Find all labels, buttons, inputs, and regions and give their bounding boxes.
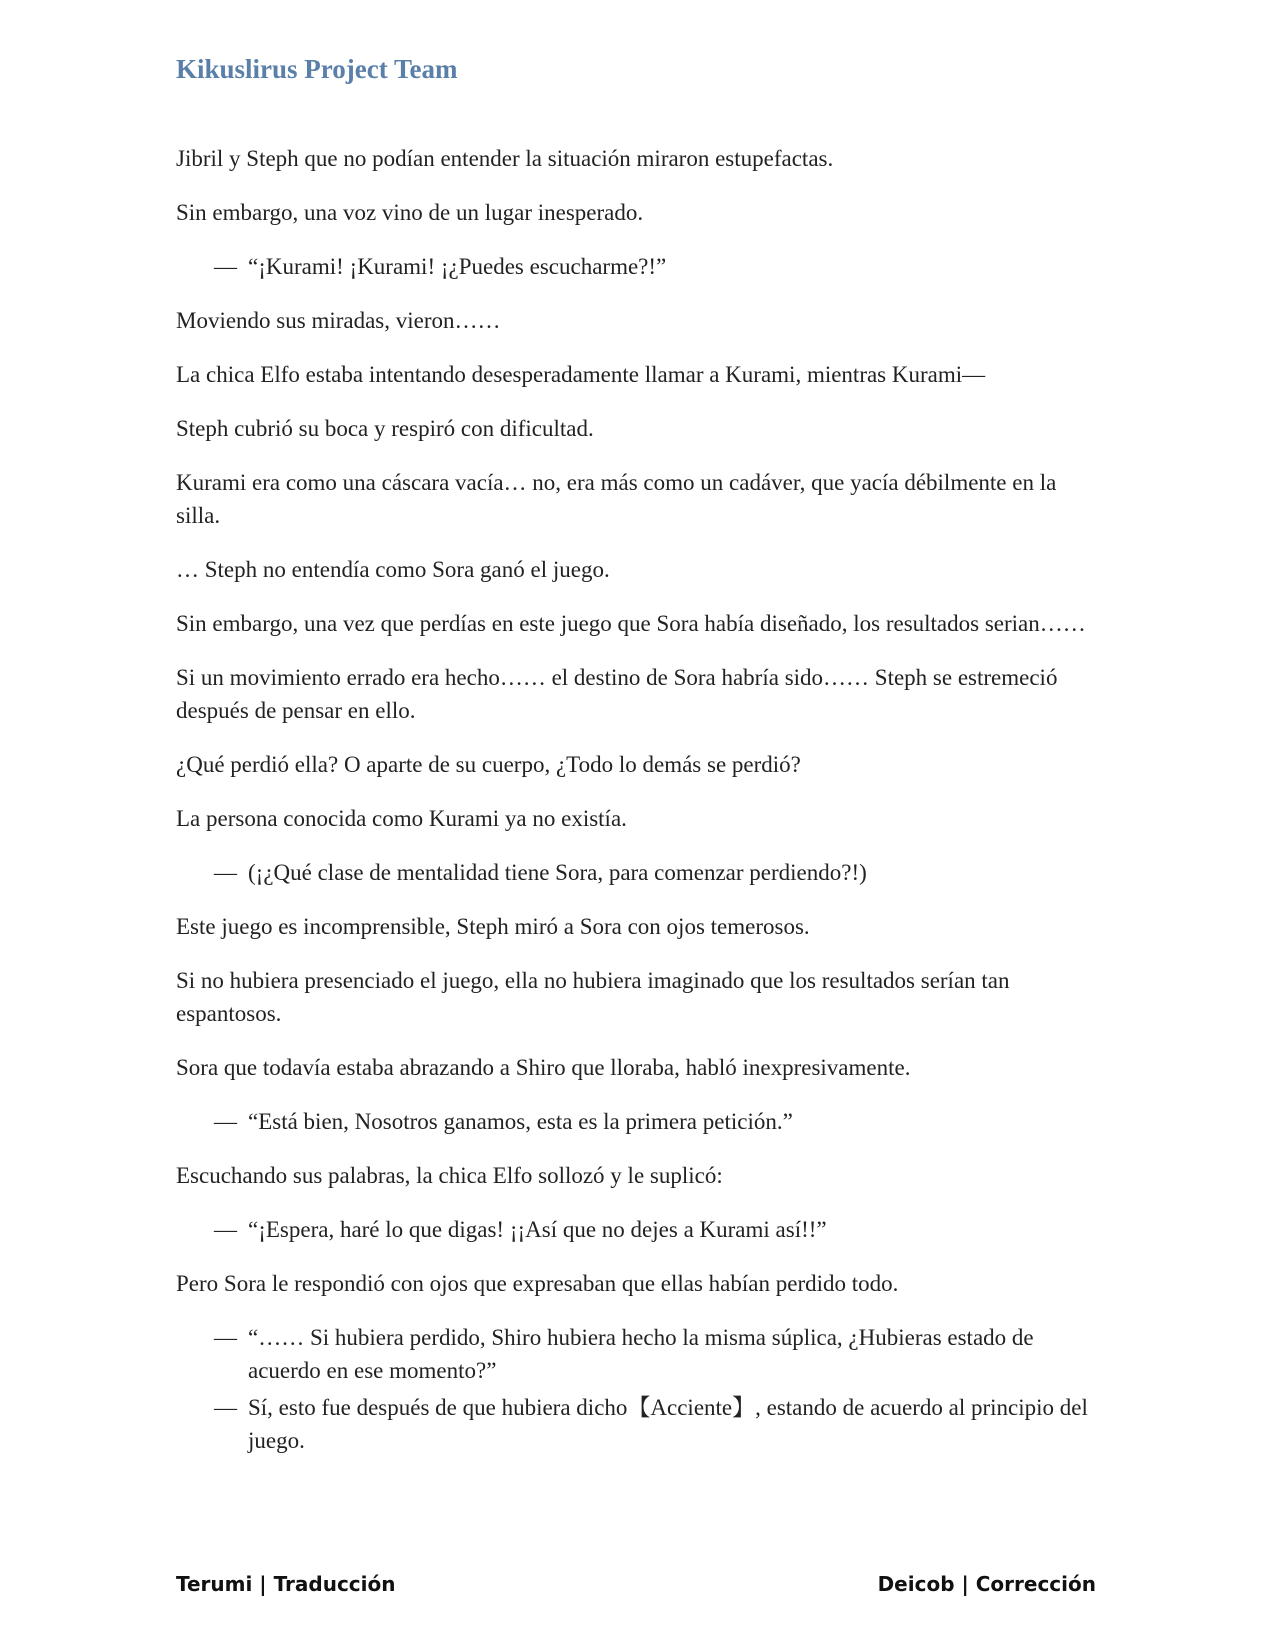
paragraph: Si no hubiera presenciado el juego, ella no hubiera imaginado que los resultados serían tan espantosos. — [176, 968, 1010, 1026]
dash-mark: — — [214, 254, 237, 279]
paragraph: Si un movimiento errado era hecho…… el destino de Sora habría sido…… Steph se estremeció después de pensar en ello. — [176, 665, 1058, 723]
paragraph: Jibril y Steph que no podían entender la situación miraron estupefactas. — [176, 146, 834, 171]
dialogue-line — [176, 856, 1096, 889]
dash-mark: — — [214, 1395, 237, 1420]
paragraph: Kurami era como una cáscara vacía… no, era más como un cadáver, que yacía débilmente en la silla. — [176, 470, 1057, 528]
paragraph: Sora que todavía estaba abrazando a Shiro que lloraba, habló inexpresivamente. — [176, 1055, 911, 1080]
dialogue-text: “¡Espera, haré lo que digas! ¡¡Así que no dejes a Kurami así!!” — [248, 1217, 827, 1242]
dash-mark: — — [214, 1325, 237, 1350]
dialogue-text: “…… Si hubiera perdido, Shiro hubiera hecho la misma súplica, ¿Hubieras estado de acuerdo en ese momento?” — [248, 1325, 1034, 1383]
dialogue-line — [176, 1105, 1096, 1138]
paragraph: La persona conocida como Kurami ya no existía. — [176, 806, 627, 831]
dialogue-line — [176, 1213, 1096, 1246]
paragraph: Pero Sora le respondió con ojos que expresaban que ellas habían perdido todo. — [176, 1271, 899, 1296]
paragraph: ¿Qué perdió ella? O aparte de su cuerpo, ¿Todo lo demás se perdió? — [176, 752, 801, 777]
dialogue-text: “¡Kurami! ¡Kurami! ¡¿Puedes escucharme?!” — [248, 254, 667, 279]
header-title: Kikuslirus Project Team — [176, 54, 458, 84]
dash-mark: — — [214, 1217, 237, 1242]
paragraph: … Steph no entendía como Sora ganó el juego. — [176, 557, 610, 582]
paragraph: Steph cubrió su boca y respiró con dificultad. — [176, 416, 594, 441]
dash-mark: — — [214, 1109, 237, 1134]
paragraph: Este juego es incomprensible, Steph miró a Sora con ojos temerosos. — [176, 914, 810, 939]
paragraph: Sin embargo, una vez que perdías en este juego que Sora había diseñado, los resultados serian…… — [176, 611, 1086, 636]
footer-correction-credit: Deicob | Corrección — [877, 1572, 1096, 1596]
paragraph: Sin embargo, una voz vino de un lugar inesperado. — [176, 200, 644, 225]
paragraph: La chica Elfo estaba intentando desesperadamente llamar a Kurami, mientras Kurami— — [176, 362, 986, 387]
footer-translation-credit: Terumi | Traducción — [176, 1572, 396, 1596]
dialogue-line — [176, 250, 1096, 283]
dialogue-line — [176, 1321, 1096, 1387]
paragraph: Moviendo sus miradas, vieron…… — [176, 308, 501, 333]
dialogue-text: “Está bien, Nosotros ganamos, esta es la primera petición.” — [248, 1109, 793, 1134]
dialogue-text: Sí, esto fue después de que hubiera dicho【Acciente】, estando de acuerdo al principio del juego. — [248, 1395, 1088, 1453]
paragraph: Escuchando sus palabras, la chica Elfo sollozó y le suplicó: — [176, 1163, 723, 1188]
page-footer — [176, 1572, 1096, 1596]
dash-mark: — — [214, 860, 237, 885]
dialogue-text: (¡¿Qué clase de mentalidad tiene Sora, para comenzar perdiendo?!) — [248, 860, 867, 885]
dialogue-line — [176, 1391, 1096, 1457]
document-body — [176, 142, 1096, 1478]
